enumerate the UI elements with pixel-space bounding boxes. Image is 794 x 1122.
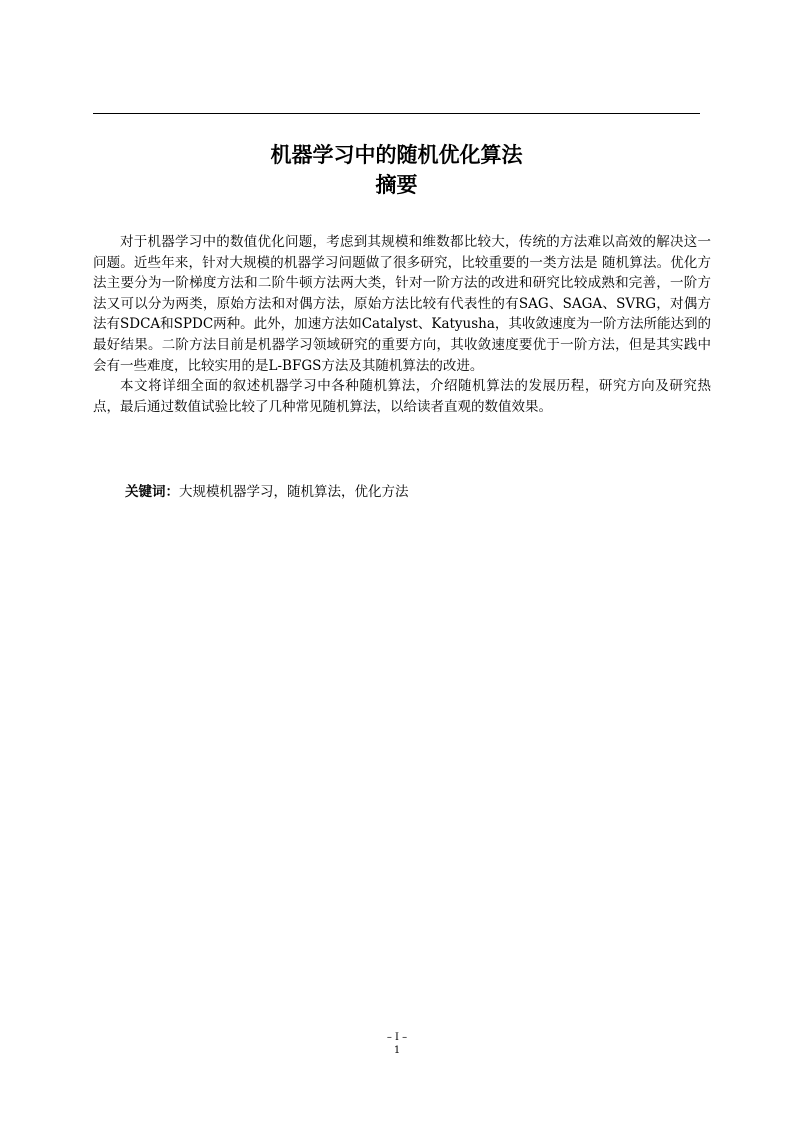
page-number-arabic: 1 — [393, 1045, 401, 1056]
keywords-label: 关键词： — [125, 484, 179, 500]
abstract-paragraph-1: 对于机器学习中的数值优化问题，考虑到其规模和维数都比较大，传统的方法难以高效的解决这一问题。近些年来，针对大规模的机器学习问题做了很多研究，比较重要的一类方法是 随机算法。优化方法主要分为一阶梯度方法和二阶牛顿方法两大类，针对一阶方法的改进和研究比较成熟和完善，一阶方法又可以分为两类，原始方法和对偶方法，原始方法比较有代表性的有SAG、SAGA、SVRG，对偶方法有SDCA和SPDC两种。此外，加速方法如Catalyst、Katyusha，其收敛速度为一阶方法所能达到的最好结果。二阶方法目前是机器学习领域研究的重要方向，其收敛速度要优于一阶方法，但是其实践中会有一些难度，比较实用的是L-BFGS方法及其随机算法的改进。 — [93, 234, 711, 374]
title-block — [93, 140, 700, 200]
page-number-roman: – I – — [386, 1032, 408, 1043]
keywords-text: 大规模机器学习，随机算法，优化方法 — [179, 484, 409, 500]
abstract-body — [93, 232, 711, 417]
header-rule — [93, 113, 700, 114]
keywords-line — [125, 482, 409, 502]
section-heading-abstract: 摘要 — [375, 173, 418, 197]
document-title: 机器学习中的随机优化算法 — [270, 143, 523, 167]
abstract-paragraph-2: 本文将详细全面的叙述机器学习中各种随机算法，介绍随机算法的发展历程，研究方向及研究热点，最后通过数值试验比较了几种常见随机算法，以给读者直观的数值效果。 — [93, 378, 711, 415]
